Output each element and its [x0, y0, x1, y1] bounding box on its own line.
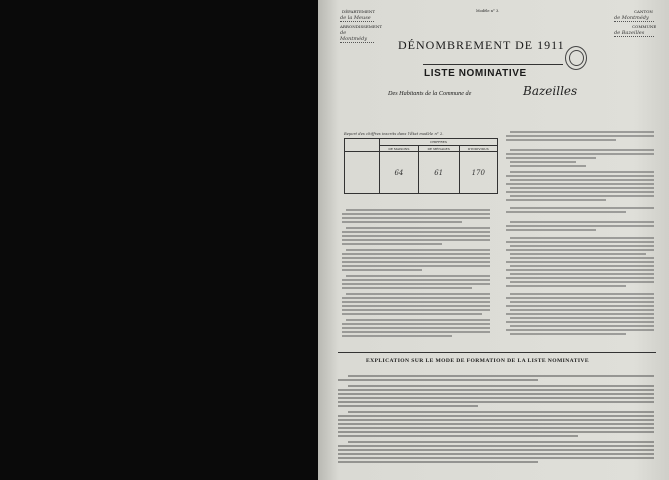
- arrondissement-value: de Montmédy: [340, 30, 374, 43]
- explanation-title: EXPLICATION SUR LE MODE DE FORMATION DE LA LISTE NOMINATIVE: [366, 358, 589, 364]
- recap-table: [344, 138, 498, 194]
- arrondissement-label: ARRONDISSEMENT: [340, 24, 382, 29]
- explanation-text-lines: [338, 372, 656, 472]
- liste-nominative-title: LISTE NOMINATIVE: [424, 68, 527, 79]
- explanation-text: [338, 372, 656, 472]
- recap-value-maisons: 64: [394, 168, 404, 177]
- canton-label: CANTON: [634, 9, 653, 14]
- recap-caption: Report des chiffres inscrits dans l'État modèle n° 2.: [344, 132, 444, 136]
- commune-subtitle: Des Habitants de la Commune de: [388, 90, 472, 97]
- recap-col-individus: D'INDIVIDUS: [459, 146, 498, 152]
- right-instructions-column: [506, 128, 656, 346]
- commune-label: COMMUNE: [632, 24, 657, 29]
- archive-stamp: [565, 46, 587, 70]
- recap-value-menages: 61: [434, 168, 444, 177]
- recap-col-menages: DE MÉNAGES: [418, 146, 459, 152]
- canton-value: de Montmédy: [614, 15, 654, 22]
- recap-value-individus: 170: [471, 168, 485, 177]
- recap-col-maisons: DE MAISONS: [380, 146, 419, 152]
- right-text-lines: [506, 128, 656, 346]
- departement-value: de la Meuse: [340, 15, 374, 22]
- archive-stamp-inner: [569, 50, 584, 66]
- commune-value: de Bazeilles: [614, 30, 654, 37]
- section-rule: [338, 352, 656, 353]
- left-text-lines: [342, 206, 492, 344]
- commune-name-handwritten: Bazeilles: [523, 84, 578, 98]
- modele-number: Modèle n° 3.: [476, 9, 500, 13]
- recap-row-label: [345, 152, 380, 194]
- recap-col-header: CHIFFRES: [380, 139, 498, 146]
- census-document-page: [318, 0, 669, 480]
- title-rule: [423, 64, 563, 65]
- recap-empty-cell: [345, 139, 380, 152]
- departement-label: DÉPARTEMENT: [342, 9, 376, 14]
- main-title: DÉNOMBREMENT DE 1911: [398, 38, 565, 52]
- left-instructions-column: [342, 206, 492, 344]
